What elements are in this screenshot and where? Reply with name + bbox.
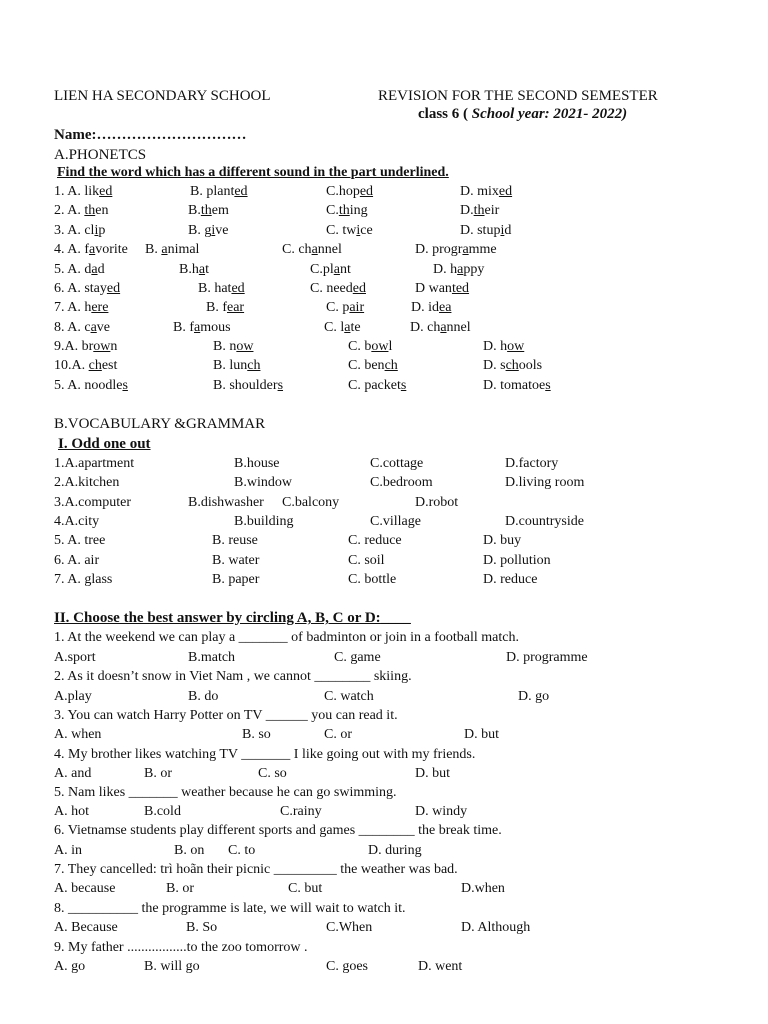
odd-option: B. water bbox=[212, 553, 260, 568]
underlined-sound: ow bbox=[93, 339, 111, 354]
phonetics-option: C.thing bbox=[326, 203, 368, 218]
name-field: Name:………………………… bbox=[54, 127, 247, 143]
answer-option: D. go bbox=[518, 689, 550, 704]
odd-option: C.village bbox=[370, 514, 421, 529]
answer-option: B. or bbox=[144, 766, 172, 781]
underlined-sound: i bbox=[356, 223, 361, 238]
underlined-sound: ch bbox=[384, 358, 398, 373]
underlined-sound: ed bbox=[352, 281, 366, 296]
phonetics-option: C. late bbox=[324, 320, 361, 335]
underlined-sound: a bbox=[344, 320, 351, 335]
answer-option: D. programme bbox=[506, 650, 588, 665]
phonetics-option: D wanted bbox=[415, 281, 470, 296]
phonetics-option: D. mixed bbox=[460, 184, 513, 199]
phonetics-option: 5. A. noodles bbox=[54, 378, 128, 393]
phonetics-option: C. pair bbox=[326, 300, 365, 315]
underlined-sound: th bbox=[200, 203, 212, 218]
underlined-sound: ed bbox=[359, 184, 374, 199]
question-text: 4. My brother likes watching TV _______ I like going out with my friends. bbox=[54, 747, 476, 762]
phonetics-option: B. lunch bbox=[213, 358, 261, 373]
odd-option: B.house bbox=[234, 456, 280, 471]
odd-option: D.robot bbox=[415, 495, 459, 510]
answer-option: D. but bbox=[415, 766, 450, 781]
answer-option: B. do bbox=[188, 689, 219, 704]
phonetics-option: D. channel bbox=[410, 320, 471, 335]
underlined-sound: s bbox=[545, 378, 551, 393]
underlined-sound: s bbox=[122, 378, 128, 393]
underlined-sound: ear bbox=[227, 300, 245, 315]
phonetics-option: D.their bbox=[460, 203, 500, 218]
underlined-sound: ow bbox=[371, 339, 389, 354]
answer-option: C. goes bbox=[326, 959, 368, 974]
phonetics-option: 7. A. here bbox=[54, 300, 109, 315]
phonetics-option: D. happy bbox=[433, 262, 485, 277]
odd-option: D. pollution bbox=[483, 553, 551, 568]
underlined-sound: a bbox=[311, 242, 318, 257]
answer-option: A. when bbox=[54, 727, 102, 742]
answer-option: C. but bbox=[288, 881, 323, 896]
underlined-sound: th bbox=[338, 203, 350, 218]
answer-option: B. or bbox=[166, 881, 194, 896]
question-text: 8. __________ the programme is late, we will wait to watch it. bbox=[54, 901, 406, 916]
answer-option: C. game bbox=[334, 650, 381, 665]
underlined-sound: ted bbox=[451, 281, 470, 296]
phonetics-option: D. programme bbox=[415, 242, 497, 257]
phonetics-option: B.them bbox=[188, 203, 229, 218]
phonetics-option: 1. A. liked bbox=[54, 184, 113, 199]
underlined-sound: ed bbox=[106, 281, 121, 296]
phonetics-option: 5. A. dad bbox=[54, 262, 105, 277]
underlined-sound: ea bbox=[439, 300, 452, 315]
question-text: 1. At the weekend we can play a _______ of badminton or join in a football match. bbox=[54, 630, 519, 645]
phonetics-option: 10.A. chest bbox=[54, 358, 118, 373]
school-year: School year: 2021- 2022) bbox=[471, 106, 628, 122]
odd-option: D.living room bbox=[505, 475, 585, 490]
phonetics-option: B. planted bbox=[190, 184, 248, 199]
odd-option: B. reuse bbox=[212, 533, 258, 548]
odd-option: 2.A.kitchen bbox=[54, 475, 120, 490]
phonetics-option: 8. A. cave bbox=[54, 320, 110, 335]
answer-option: D.when bbox=[461, 881, 505, 896]
phonetics-option: C. bowl bbox=[348, 339, 393, 354]
underlined-sound: i bbox=[211, 223, 216, 238]
answer-option: A.play bbox=[54, 689, 92, 704]
answer-option: D. but bbox=[464, 727, 499, 742]
odd-option: C.bedroom bbox=[370, 475, 433, 490]
underlined-sound: ed bbox=[234, 184, 248, 199]
answer-option: A. Because bbox=[54, 920, 118, 935]
underlined-sound: s bbox=[400, 378, 407, 393]
underlined-sound: a bbox=[440, 320, 447, 335]
answer-option: A. go bbox=[54, 959, 86, 974]
underlined-sound: i bbox=[500, 223, 505, 238]
answer-option: A.sport bbox=[54, 650, 96, 665]
underlined-sound: a bbox=[89, 242, 96, 257]
section-b-heading: B.VOCABULARY &GRAMMAR bbox=[54, 416, 266, 432]
phonetics-option: 4. A. favorite bbox=[54, 242, 128, 257]
answer-option: A. and bbox=[54, 766, 92, 781]
underlined-sound: a bbox=[91, 262, 98, 277]
answer-option: D. went bbox=[418, 959, 463, 974]
underlined-sound: a bbox=[198, 262, 206, 277]
answer-option: D. windy bbox=[415, 804, 468, 819]
answer-option: D. during bbox=[368, 843, 422, 858]
phonetics-option: B. animal bbox=[145, 242, 200, 257]
phonetics-option: C. twice bbox=[326, 223, 373, 238]
question-text: 9. My father .................to the zoo tomorrow . bbox=[54, 940, 308, 955]
odd-option: B.dishwasher bbox=[188, 495, 264, 510]
answer-option: B. So bbox=[186, 920, 218, 935]
class-line bbox=[418, 106, 627, 123]
underlined-sound: i bbox=[94, 223, 99, 238]
phonetics-option: B. hated bbox=[198, 281, 245, 296]
phonetics-option: B.hat bbox=[179, 262, 209, 277]
phonetics-option: 2. A. then bbox=[54, 203, 109, 218]
odd-one-out-heading: I. Odd one out bbox=[58, 436, 151, 452]
answer-option: A. because bbox=[54, 881, 116, 896]
answer-option: B.cold bbox=[144, 804, 181, 819]
underlined-sound: th bbox=[473, 203, 485, 218]
question-text: 7. They cancelled: trì hoãn their picnic _________ the weather was bad. bbox=[54, 862, 458, 877]
phonetics-option: D. how bbox=[483, 339, 525, 354]
phonetics-option: D. schools bbox=[483, 358, 543, 373]
answer-option: A. in bbox=[54, 843, 82, 858]
underlined-sound: ed bbox=[99, 184, 113, 199]
answer-option: C. so bbox=[258, 766, 287, 781]
underlined-sound: ch bbox=[247, 358, 261, 373]
odd-option: D.countryside bbox=[505, 514, 584, 529]
underlined-sound: ed bbox=[498, 184, 513, 199]
underlined-sound: th bbox=[84, 203, 96, 218]
underlined-sound: ere bbox=[91, 300, 109, 315]
underlined-sound: ow bbox=[236, 339, 254, 354]
odd-option: C. reduce bbox=[348, 533, 402, 548]
section-a-heading: A.PHONETCS bbox=[54, 147, 147, 163]
underlined-sound: ch bbox=[88, 358, 102, 373]
answer-option: C. watch bbox=[324, 689, 374, 704]
odd-option: 6. A. air bbox=[54, 553, 100, 568]
answer-option: B.match bbox=[188, 650, 236, 665]
odd-option: 5. A. tree bbox=[54, 533, 106, 548]
underlined-sound: ed bbox=[231, 281, 245, 296]
odd-option: D. reduce bbox=[483, 572, 538, 587]
odd-option: 1.A.apartment bbox=[54, 456, 135, 471]
question-text: 2. As it doesn’t snow in Viet Nam , we cannot ________ skiing. bbox=[54, 669, 412, 684]
odd-option: C.balcony bbox=[282, 495, 340, 510]
phonetics-option: D. stupid bbox=[460, 223, 512, 238]
phonetics-option: D. tomatoes bbox=[483, 378, 551, 393]
phonetics-option: B. give bbox=[188, 223, 229, 238]
odd-option: C. soil bbox=[348, 553, 385, 568]
revision-title: REVISION FOR THE SECOND SEMESTER bbox=[378, 88, 658, 104]
odd-option: D. buy bbox=[483, 533, 522, 548]
class-label: class 6 ( bbox=[418, 106, 468, 122]
question-text: 5. Nam likes _______ weather because he can go swimming. bbox=[54, 785, 397, 800]
school-name: LIEN HA SECONDARY SCHOOL bbox=[54, 88, 271, 104]
underlined-sound: a bbox=[457, 262, 464, 277]
phonetics-option: D. idea bbox=[411, 300, 452, 315]
phonetics-option: C. needed bbox=[310, 281, 366, 296]
odd-option: 4.A.city bbox=[54, 514, 100, 529]
phonetics-option: C. bench bbox=[348, 358, 398, 373]
underlined-sound: a bbox=[333, 262, 340, 277]
answer-option: B. on bbox=[174, 843, 205, 858]
answer-option: C.rainy bbox=[280, 804, 322, 819]
question-text: 3. You can watch Harry Potter on TV ______ you can read it. bbox=[54, 708, 398, 723]
answer-option: D. Although bbox=[461, 920, 531, 935]
odd-option: 7. A. glass bbox=[54, 572, 113, 587]
odd-option: B. paper bbox=[212, 572, 260, 587]
underlined-sound: s bbox=[277, 378, 284, 393]
phonetics-option: C. packets bbox=[348, 378, 407, 393]
underlined-sound: ch bbox=[505, 358, 519, 373]
answer-option: B. so bbox=[242, 727, 271, 742]
underlined-sound: a bbox=[161, 242, 168, 257]
phonetics-option: C.hoped bbox=[326, 184, 374, 199]
answer-option: C. or bbox=[324, 727, 352, 742]
answer-option: A. hot bbox=[54, 804, 89, 819]
phonetics-option: 3. A. clip bbox=[54, 223, 106, 238]
odd-option: B.building bbox=[234, 514, 294, 529]
phonetics-option: C. channel bbox=[282, 242, 342, 257]
question-text: 6. Vietnamse students play different sports and games ________ the break time. bbox=[54, 823, 502, 838]
phonetics-instruction: Find the word which has a different sound in the part underlined. bbox=[57, 165, 449, 180]
odd-option: C.cottage bbox=[370, 456, 424, 471]
phonetics-option: 6. A. stayed bbox=[54, 281, 121, 296]
phonetics-option: B. shoulders bbox=[213, 378, 284, 393]
odd-option: B.window bbox=[234, 475, 292, 490]
underlined-sound: a bbox=[462, 242, 469, 257]
answer-option: B. will go bbox=[144, 959, 200, 974]
answer-option: C.When bbox=[326, 920, 373, 935]
phonetics-option: C.plant bbox=[310, 262, 351, 277]
odd-option: D.factory bbox=[505, 456, 559, 471]
phonetics-option: B. now bbox=[213, 339, 254, 354]
underlined-sound: a bbox=[194, 320, 201, 335]
odd-option: C. bottle bbox=[348, 572, 397, 587]
underlined-sound: ow bbox=[507, 339, 525, 354]
underlined-sound: air bbox=[349, 300, 365, 315]
phonetics-option: B. famous bbox=[173, 320, 231, 335]
phonetics-option: B. fear bbox=[206, 300, 245, 315]
underlined-sound: a bbox=[90, 320, 97, 335]
odd-option: 3.A.computer bbox=[54, 495, 131, 510]
phonetics-option: 9.A. brown bbox=[54, 339, 118, 354]
answer-option: C. to bbox=[228, 843, 256, 858]
choose-heading: II. Choose the best answer by circling A, B, C or D:____ bbox=[54, 610, 411, 626]
